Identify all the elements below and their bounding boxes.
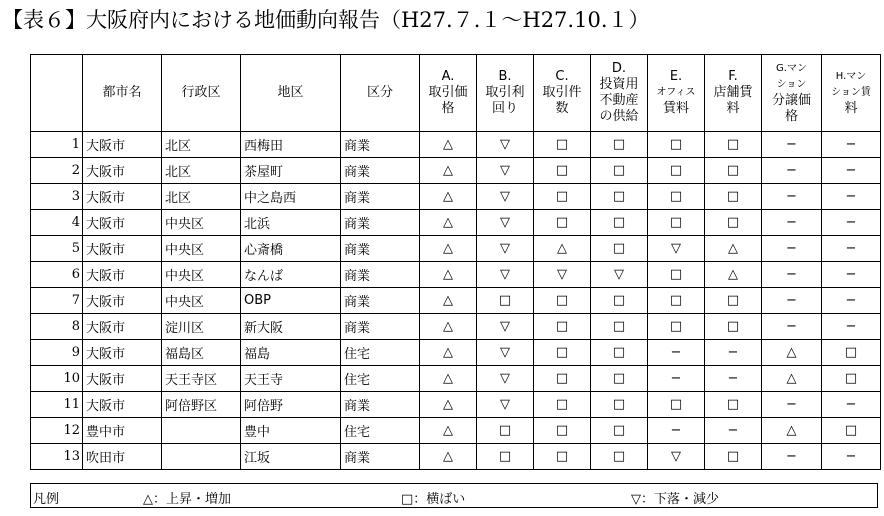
g-condo-price-cell: − [762, 262, 822, 288]
b-yield-cell: □ [477, 418, 534, 444]
zone-cell: 商業 [341, 132, 420, 158]
legend-flat: □：横ばい [401, 492, 466, 507]
header-zone: 区分 [341, 55, 420, 132]
c-volume-cell: □ [534, 392, 591, 418]
b-yield-cell: □ [477, 444, 534, 470]
header-g-line: G.マン [776, 63, 807, 74]
ward-cell: 天王寺区 [162, 366, 241, 392]
d-supply-cell: □ [591, 314, 648, 340]
header-city: 都市名 [83, 55, 162, 132]
a-price-cell: △ [420, 210, 477, 236]
header-b-line: B. [498, 69, 512, 84]
a-price-cell: △ [420, 236, 477, 262]
header-number [31, 55, 83, 132]
b-yield-cell: ▽ [477, 236, 534, 262]
c-volume-cell: □ [534, 444, 591, 470]
city-cell: 大阪市 [83, 262, 162, 288]
table-row [31, 314, 881, 340]
row-number: 11 [31, 392, 83, 418]
header-b-line: 回り [491, 101, 518, 116]
a-price-cell: △ [420, 314, 477, 340]
header-d [591, 55, 648, 132]
d-supply-cell: ▽ [591, 262, 648, 288]
a-price-cell: △ [420, 340, 477, 366]
header-a-line: 格 [441, 101, 455, 116]
h-condo-rent-cell: − [822, 288, 881, 314]
legend-box [30, 483, 878, 508]
header-c [534, 55, 591, 132]
a-price-cell: △ [420, 392, 477, 418]
table-row [31, 340, 881, 366]
row-number: 5 [31, 236, 83, 262]
city-cell: 大阪市 [83, 184, 162, 210]
h-condo-rent-cell: − [822, 158, 881, 184]
ward-cell: 阿倍野区 [162, 392, 241, 418]
ward-cell: 中央区 [162, 288, 241, 314]
f-store-rent-cell: − [705, 418, 762, 444]
row-number: 7 [31, 288, 83, 314]
h-condo-rent-cell: − [822, 444, 881, 470]
district-cell: 天王寺 [241, 366, 341, 392]
d-supply-cell: □ [591, 366, 648, 392]
header-a-line: A. [441, 69, 455, 84]
district-cell: なんば [241, 262, 341, 288]
row-number: 12 [31, 418, 83, 444]
f-store-rent-cell: − [705, 340, 762, 366]
header-g-line: ション [776, 79, 807, 90]
g-condo-price-cell: − [762, 288, 822, 314]
c-volume-cell: □ [534, 158, 591, 184]
header-e-line: オフィス [656, 87, 696, 98]
e-office-rent-cell: □ [648, 184, 705, 210]
header-c-line: 数 [555, 101, 569, 116]
c-volume-cell: □ [534, 184, 591, 210]
ward-cell [162, 418, 241, 444]
header-f-line: 店舗賃 [713, 85, 753, 100]
district-cell: 阿倍野 [241, 392, 341, 418]
header-b [477, 55, 534, 132]
d-supply-cell: □ [591, 132, 648, 158]
table-row [31, 392, 881, 418]
c-volume-cell: □ [534, 288, 591, 314]
h-condo-rent-cell: □ [822, 418, 881, 444]
b-yield-cell: ▽ [477, 340, 534, 366]
c-volume-cell: ▽ [534, 262, 591, 288]
city-cell: 吹田市 [83, 444, 162, 470]
f-store-rent-cell: □ [705, 392, 762, 418]
legend-down: ▽：下落・減少 [631, 492, 719, 507]
district-cell: 福島 [241, 340, 341, 366]
a-price-cell: △ [420, 444, 477, 470]
header-d-line: 投資用 [599, 77, 639, 92]
zone-cell: 住宅 [341, 366, 420, 392]
district-cell: 茶屋町 [241, 158, 341, 184]
c-volume-cell: □ [534, 366, 591, 392]
table-row [31, 288, 881, 314]
e-office-rent-cell: □ [648, 262, 705, 288]
header-e-line: 賃料 [662, 101, 689, 116]
a-price-cell: △ [420, 158, 477, 184]
c-volume-cell: □ [534, 132, 591, 158]
row-number: 13 [31, 444, 83, 470]
table-row [31, 236, 881, 262]
f-store-rent-cell: △ [705, 236, 762, 262]
header-c-line: 取引件 [542, 85, 582, 100]
header-h-line: 料 [844, 101, 858, 116]
header-h-line: ション賃 [831, 87, 871, 98]
g-condo-price-cell: − [762, 132, 822, 158]
d-supply-cell: □ [591, 184, 648, 210]
c-volume-cell: △ [534, 236, 591, 262]
table-row [31, 418, 881, 444]
city-cell: 大阪市 [83, 236, 162, 262]
h-condo-rent-cell: − [822, 314, 881, 340]
district-cell: 西梅田 [241, 132, 341, 158]
district-cell: 北浜 [241, 210, 341, 236]
zone-cell: 商業 [341, 236, 420, 262]
h-condo-rent-cell: − [822, 184, 881, 210]
zone-cell: 商業 [341, 158, 420, 184]
city-cell: 大阪市 [83, 392, 162, 418]
b-yield-cell: □ [477, 288, 534, 314]
a-price-cell: △ [420, 132, 477, 158]
row-number: 9 [31, 340, 83, 366]
f-store-rent-cell: □ [705, 314, 762, 340]
zone-cell: 商業 [341, 288, 420, 314]
ward-cell: 北区 [162, 184, 241, 210]
district-cell: OBP [241, 288, 341, 314]
a-price-cell: △ [420, 184, 477, 210]
city-cell: 豊中市 [83, 418, 162, 444]
land-price-table [30, 54, 881, 470]
district-cell: 中之島西 [241, 184, 341, 210]
f-store-rent-cell: □ [705, 444, 762, 470]
header-district: 地区 [241, 55, 341, 132]
f-store-rent-cell: − [705, 366, 762, 392]
district-cell: 心斎橋 [241, 236, 341, 262]
h-condo-rent-cell: − [822, 132, 881, 158]
g-condo-price-cell: △ [762, 418, 822, 444]
e-office-rent-cell: □ [648, 158, 705, 184]
ward-cell: 中央区 [162, 210, 241, 236]
h-condo-rent-cell: − [822, 262, 881, 288]
g-condo-price-cell: − [762, 184, 822, 210]
b-yield-cell: ▽ [477, 314, 534, 340]
table-row [31, 158, 881, 184]
f-store-rent-cell: △ [705, 262, 762, 288]
city-cell: 大阪市 [83, 288, 162, 314]
table-row [31, 210, 881, 236]
f-store-rent-cell: □ [705, 184, 762, 210]
d-supply-cell: □ [591, 158, 648, 184]
b-yield-cell: ▽ [477, 366, 534, 392]
header-g-line: 格 [784, 109, 798, 124]
d-supply-cell: □ [591, 236, 648, 262]
header-f-line: 料 [726, 101, 740, 116]
e-office-rent-cell: □ [648, 392, 705, 418]
zone-cell: 商業 [341, 262, 420, 288]
city-cell: 大阪市 [83, 132, 162, 158]
a-price-cell: △ [420, 262, 477, 288]
header-e-line: E. [669, 69, 683, 84]
e-office-rent-cell: ▽ [648, 444, 705, 470]
d-supply-cell: □ [591, 418, 648, 444]
table-row [31, 184, 881, 210]
g-condo-price-cell: − [762, 314, 822, 340]
b-yield-cell: ▽ [477, 158, 534, 184]
city-cell: 大阪市 [83, 210, 162, 236]
g-condo-price-cell: △ [762, 366, 822, 392]
row-number: 6 [31, 262, 83, 288]
header-c-line: C. [555, 69, 569, 84]
b-yield-cell: ▽ [477, 210, 534, 236]
header-a-line: 取引価 [428, 85, 468, 100]
zone-cell: 商業 [341, 210, 420, 236]
b-yield-cell: ▽ [477, 392, 534, 418]
h-condo-rent-cell: □ [822, 340, 881, 366]
header-g-line: 分譲価 [771, 93, 811, 108]
ward-cell [162, 444, 241, 470]
header-f [705, 55, 762, 132]
a-price-cell: △ [420, 418, 477, 444]
zone-cell: 住宅 [341, 418, 420, 444]
row-number: 2 [31, 158, 83, 184]
header-h-line: H.マン [835, 71, 867, 82]
c-volume-cell: □ [534, 418, 591, 444]
e-office-rent-cell: ▽ [648, 236, 705, 262]
row-number: 4 [31, 210, 83, 236]
header-d-line: D. [611, 61, 627, 76]
zone-cell: 商業 [341, 444, 420, 470]
h-condo-rent-cell: − [822, 210, 881, 236]
d-supply-cell: □ [591, 392, 648, 418]
legend-up: △：上昇・増加 [143, 492, 231, 507]
b-yield-cell: ▽ [477, 132, 534, 158]
e-office-rent-cell: □ [648, 288, 705, 314]
e-office-rent-cell: □ [648, 314, 705, 340]
b-yield-cell: ▽ [477, 184, 534, 210]
b-yield-cell: ▽ [477, 262, 534, 288]
g-condo-price-cell: − [762, 444, 822, 470]
zone-cell: 商業 [341, 392, 420, 418]
city-cell: 大阪市 [83, 366, 162, 392]
district-cell: 江坂 [241, 444, 341, 470]
page-title: 【表６】大阪府内における地価動向報告（H27.７.１〜H27.10.１） [2, 8, 650, 32]
table-row [31, 132, 881, 158]
legend-label: 凡例 [33, 492, 60, 507]
g-condo-price-cell: − [762, 392, 822, 418]
table-row [31, 444, 881, 470]
header-g [762, 55, 822, 132]
row-number: 8 [31, 314, 83, 340]
e-office-rent-cell: □ [648, 132, 705, 158]
city-cell: 大阪市 [83, 340, 162, 366]
header-d-line: の供給 [599, 109, 639, 124]
g-condo-price-cell: − [762, 210, 822, 236]
e-office-rent-cell: □ [648, 210, 705, 236]
d-supply-cell: □ [591, 340, 648, 366]
h-condo-rent-cell: □ [822, 366, 881, 392]
a-price-cell: △ [420, 366, 477, 392]
row-number: 1 [31, 132, 83, 158]
g-condo-price-cell: △ [762, 340, 822, 366]
zone-cell: 住宅 [341, 340, 420, 366]
g-condo-price-cell: − [762, 158, 822, 184]
header-a [420, 55, 477, 132]
c-volume-cell: □ [534, 210, 591, 236]
e-office-rent-cell: − [648, 366, 705, 392]
table-body [31, 132, 881, 470]
ward-cell: 北区 [162, 158, 241, 184]
header-d-line: 不動産 [599, 93, 639, 108]
city-cell: 大阪市 [83, 314, 162, 340]
ward-cell: 淀川区 [162, 314, 241, 340]
row-number: 10 [31, 366, 83, 392]
d-supply-cell: □ [591, 288, 648, 314]
d-supply-cell: □ [591, 444, 648, 470]
f-store-rent-cell: □ [705, 132, 762, 158]
h-condo-rent-cell: − [822, 392, 881, 418]
f-store-rent-cell: □ [705, 158, 762, 184]
ward-cell: 中央区 [162, 236, 241, 262]
row-number: 3 [31, 184, 83, 210]
ward-cell: 福島区 [162, 340, 241, 366]
e-office-rent-cell: − [648, 340, 705, 366]
table-header-row [31, 55, 881, 132]
city-cell: 大阪市 [83, 158, 162, 184]
zone-cell: 商業 [341, 184, 420, 210]
c-volume-cell: □ [534, 314, 591, 340]
a-price-cell: △ [420, 288, 477, 314]
c-volume-cell: □ [534, 340, 591, 366]
g-condo-price-cell: − [762, 236, 822, 262]
district-cell: 新大阪 [241, 314, 341, 340]
header-h [822, 55, 881, 132]
table-row [31, 262, 881, 288]
d-supply-cell: □ [591, 210, 648, 236]
header-b-line: 取引利 [485, 85, 525, 100]
h-condo-rent-cell: − [822, 236, 881, 262]
f-store-rent-cell: □ [705, 288, 762, 314]
header-f-line: F. [728, 69, 738, 84]
table-row [31, 366, 881, 392]
district-cell: 豊中 [241, 418, 341, 444]
f-store-rent-cell: □ [705, 210, 762, 236]
e-office-rent-cell: − [648, 418, 705, 444]
header-ward: 行政区 [162, 55, 241, 132]
ward-cell: 中央区 [162, 262, 241, 288]
header-e [648, 55, 705, 132]
zone-cell: 商業 [341, 314, 420, 340]
ward-cell: 北区 [162, 132, 241, 158]
